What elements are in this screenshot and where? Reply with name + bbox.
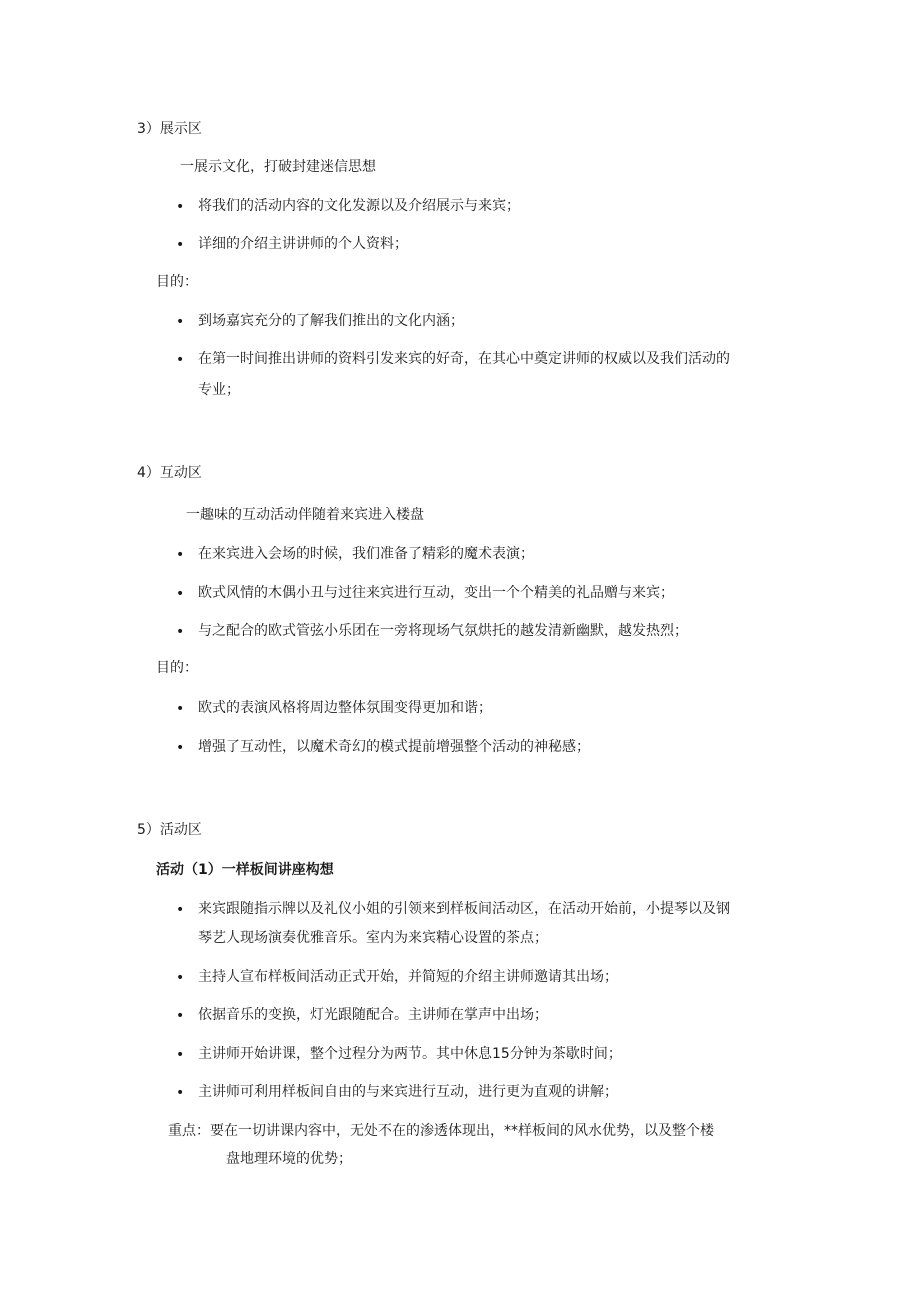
bullet-icon: • xyxy=(176,970,185,986)
list-item: 主讲师可利用样板间自由的与来宾进行互动，进行更为直观的讲解； xyxy=(198,1084,618,1100)
key-point-continuation: 盘地理环境的优势； xyxy=(226,1151,352,1167)
bullet-icon: • xyxy=(176,237,185,253)
list-item: 详细的介绍主讲讲师的个人资料； xyxy=(198,236,408,252)
bullet-icon: • xyxy=(176,1047,185,1063)
section-3-subtitle: 一展示文化，打破封建迷信思想 xyxy=(180,159,376,175)
bullet-icon: • xyxy=(176,1008,185,1024)
bullet-icon: • xyxy=(176,624,185,640)
section-5-heading: 5）活动区 xyxy=(137,822,202,838)
list-item: 与之配合的欧式管弦小乐团在一旁将现场气氛烘托的越发清新幽默，越发热烈； xyxy=(198,623,688,639)
bullet-icon: • xyxy=(176,1085,185,1101)
list-item: 在来宾进入会场的时候，我们准备了精彩的魔术表演； xyxy=(198,546,534,562)
list-item: 到场嘉宾充分的了解我们推出的文化内涵； xyxy=(198,313,464,329)
list-item: 来宾跟随指示牌以及礼仪小姐的引领来到样板间活动区，在活动开始前，小提琴以及钢 xyxy=(198,901,730,917)
list-item: 依据音乐的变换，灯光跟随配合。主讲师在掌声中出场； xyxy=(198,1007,548,1023)
list-item: 将我们的活动内容的文化发源以及介绍展示与来宾； xyxy=(198,198,520,214)
bullet-icon: • xyxy=(176,586,185,602)
list-item: 主持人宣布样板间活动正式开始，并简短的介绍主讲师邀请其出场； xyxy=(198,969,618,985)
list-item: 欧式风情的木偶小丑与过往来宾进行互动，变出一个个精美的礼品赠与来宾； xyxy=(198,585,674,601)
section-3-heading: 3）展示区 xyxy=(137,121,202,137)
list-item: 增强了互动性，以魔术奇幻的模式提前增强整个活动的神秘感； xyxy=(198,739,590,755)
list-item-continuation: 专业； xyxy=(198,382,240,398)
bullet-icon: • xyxy=(176,199,185,215)
list-item: 主讲师开始讲课，整个过程分为两节。其中休息15分钟为茶歇时间； xyxy=(198,1046,622,1062)
activity-title: 活动（1）一样板间讲座构想 xyxy=(156,862,334,878)
purpose-label: 目的： xyxy=(156,274,198,290)
bullet-icon: • xyxy=(176,740,185,756)
bullet-icon: • xyxy=(176,352,185,368)
purpose-label: 目的： xyxy=(156,660,198,676)
section-4-subtitle: 一趣味的互动活动伴随着来宾进入楼盘 xyxy=(186,507,424,523)
list-item: 欧式的表演风格将周边整体氛围变得更加和谐； xyxy=(198,700,492,716)
bullet-icon: • xyxy=(176,902,185,918)
key-point: 重点：要在一切讲课内容中，无处不在的渗透体现出，**样板间的风水优势，以及整个楼 xyxy=(168,1123,714,1139)
section-4-heading: 4）互动区 xyxy=(137,465,202,481)
list-item: 在第一时间推出讲师的资料引发来宾的好奇，在其心中奠定讲师的权威以及我们活动的 xyxy=(198,351,730,367)
list-item-continuation: 琴艺人现场演奏优雅音乐。室内为来宾精心设置的茶点； xyxy=(198,930,548,946)
bullet-icon: • xyxy=(176,547,185,563)
bullet-icon: • xyxy=(176,314,185,330)
bullet-icon: • xyxy=(176,701,185,717)
